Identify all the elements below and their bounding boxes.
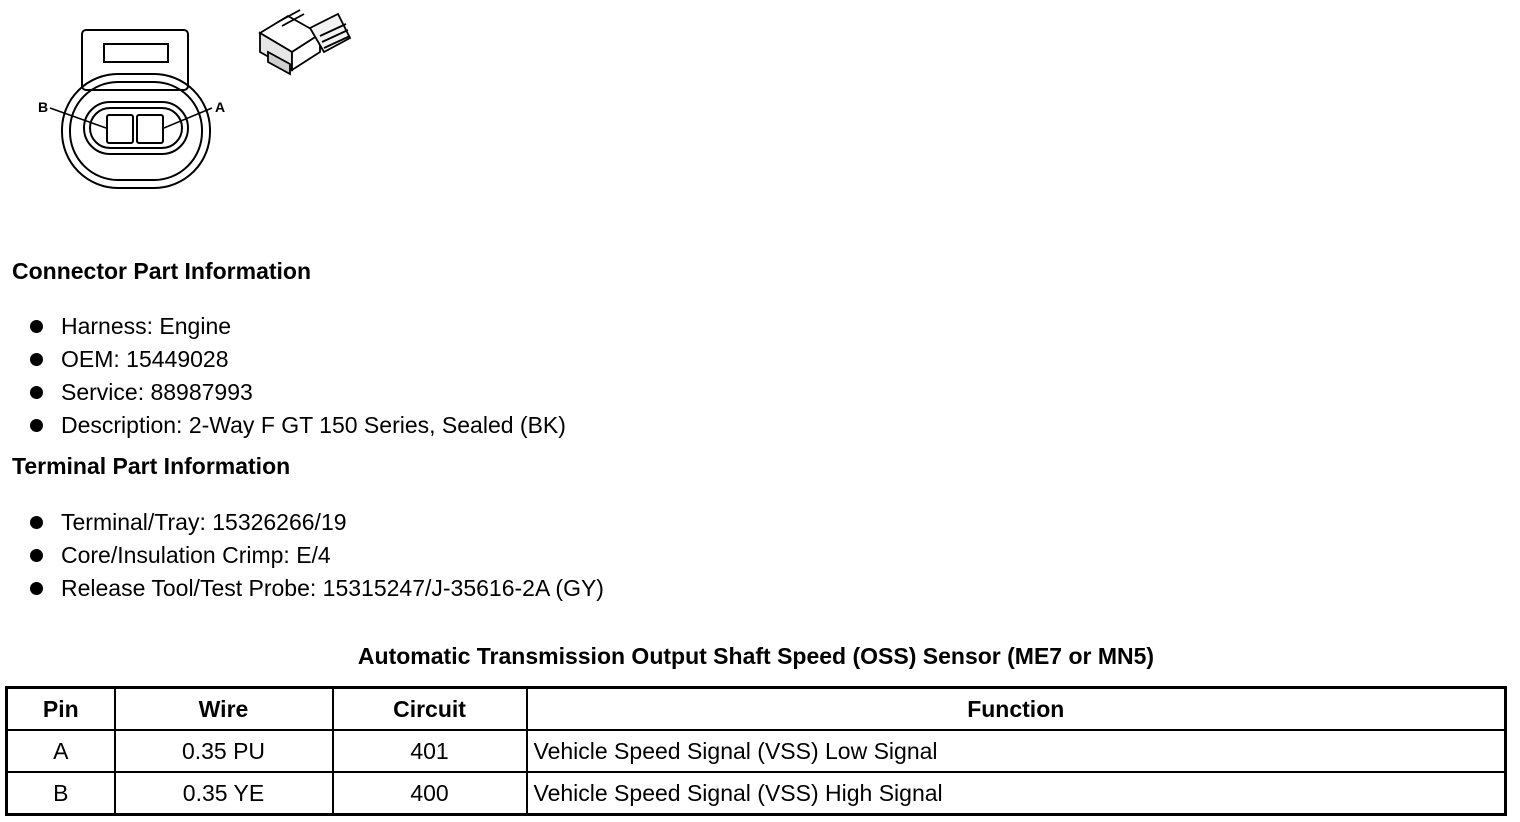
cell-circuit: 400 [333, 772, 527, 815]
list-item: Terminal/Tray: 15326266/19 [30, 506, 604, 539]
connector-part-info-list [30, 310, 566, 442]
pin-b-label: B [38, 99, 49, 115]
cell-pin: B [7, 772, 115, 815]
cavity-b [107, 115, 133, 143]
terminal-part-info-heading: Terminal Part Information [12, 453, 291, 479]
list-item: Harness: Engine [30, 310, 566, 343]
connector-face-diagram [20, 8, 365, 193]
cell-wire: 0.35 YE [115, 772, 333, 815]
pin-a-label: A [215, 99, 226, 115]
table-row [7, 730, 1506, 772]
list-item: Description: 2-Way F GT 150 Series, Sealed (BK) [30, 409, 566, 442]
list-item: Service: 88987993 [30, 376, 566, 409]
list-item: Release Tool/Test Probe: 15315247/J-35616-2A (GY) [30, 572, 604, 605]
cavity-a [137, 115, 163, 143]
header-circuit: Circuit [333, 688, 527, 731]
table-row [7, 772, 1506, 815]
cell-function: Vehicle Speed Signal (VSS) High Signal [527, 772, 1506, 815]
bullet-icon [30, 582, 43, 595]
cell-wire: 0.35 PU [115, 730, 333, 772]
pinout-table [5, 686, 1507, 816]
bullet-icon [30, 516, 43, 529]
pin-b-leader [50, 108, 106, 128]
list-item: Core/Insulation Crimp: E/4 [30, 539, 604, 572]
bullet-icon [30, 320, 43, 333]
cell-pin: A [7, 730, 115, 772]
connector-part-info-heading: Connector Part Information [12, 258, 312, 284]
cell-function: Vehicle Speed Signal (VSS) Low Signal [527, 730, 1506, 772]
header-wire: Wire [115, 688, 333, 731]
terminal-part-info-list [30, 506, 604, 605]
bullet-icon [30, 353, 43, 366]
connector-isometric-icon [260, 10, 350, 74]
bullet-icon [30, 419, 43, 432]
header-pin: Pin [7, 688, 115, 731]
list-item: OEM: 15449028 [30, 343, 566, 376]
table-header-row [7, 688, 1506, 731]
cell-circuit: 401 [333, 730, 527, 772]
bullet-icon [30, 549, 43, 562]
bullet-icon [30, 386, 43, 399]
connector-latch-window [104, 44, 168, 62]
header-function: Function [527, 688, 1506, 731]
pinout-table-title: Automatic Transmission Output Shaft Speed (OSS) Sensor (ME7 or MN5) [357, 643, 1155, 669]
